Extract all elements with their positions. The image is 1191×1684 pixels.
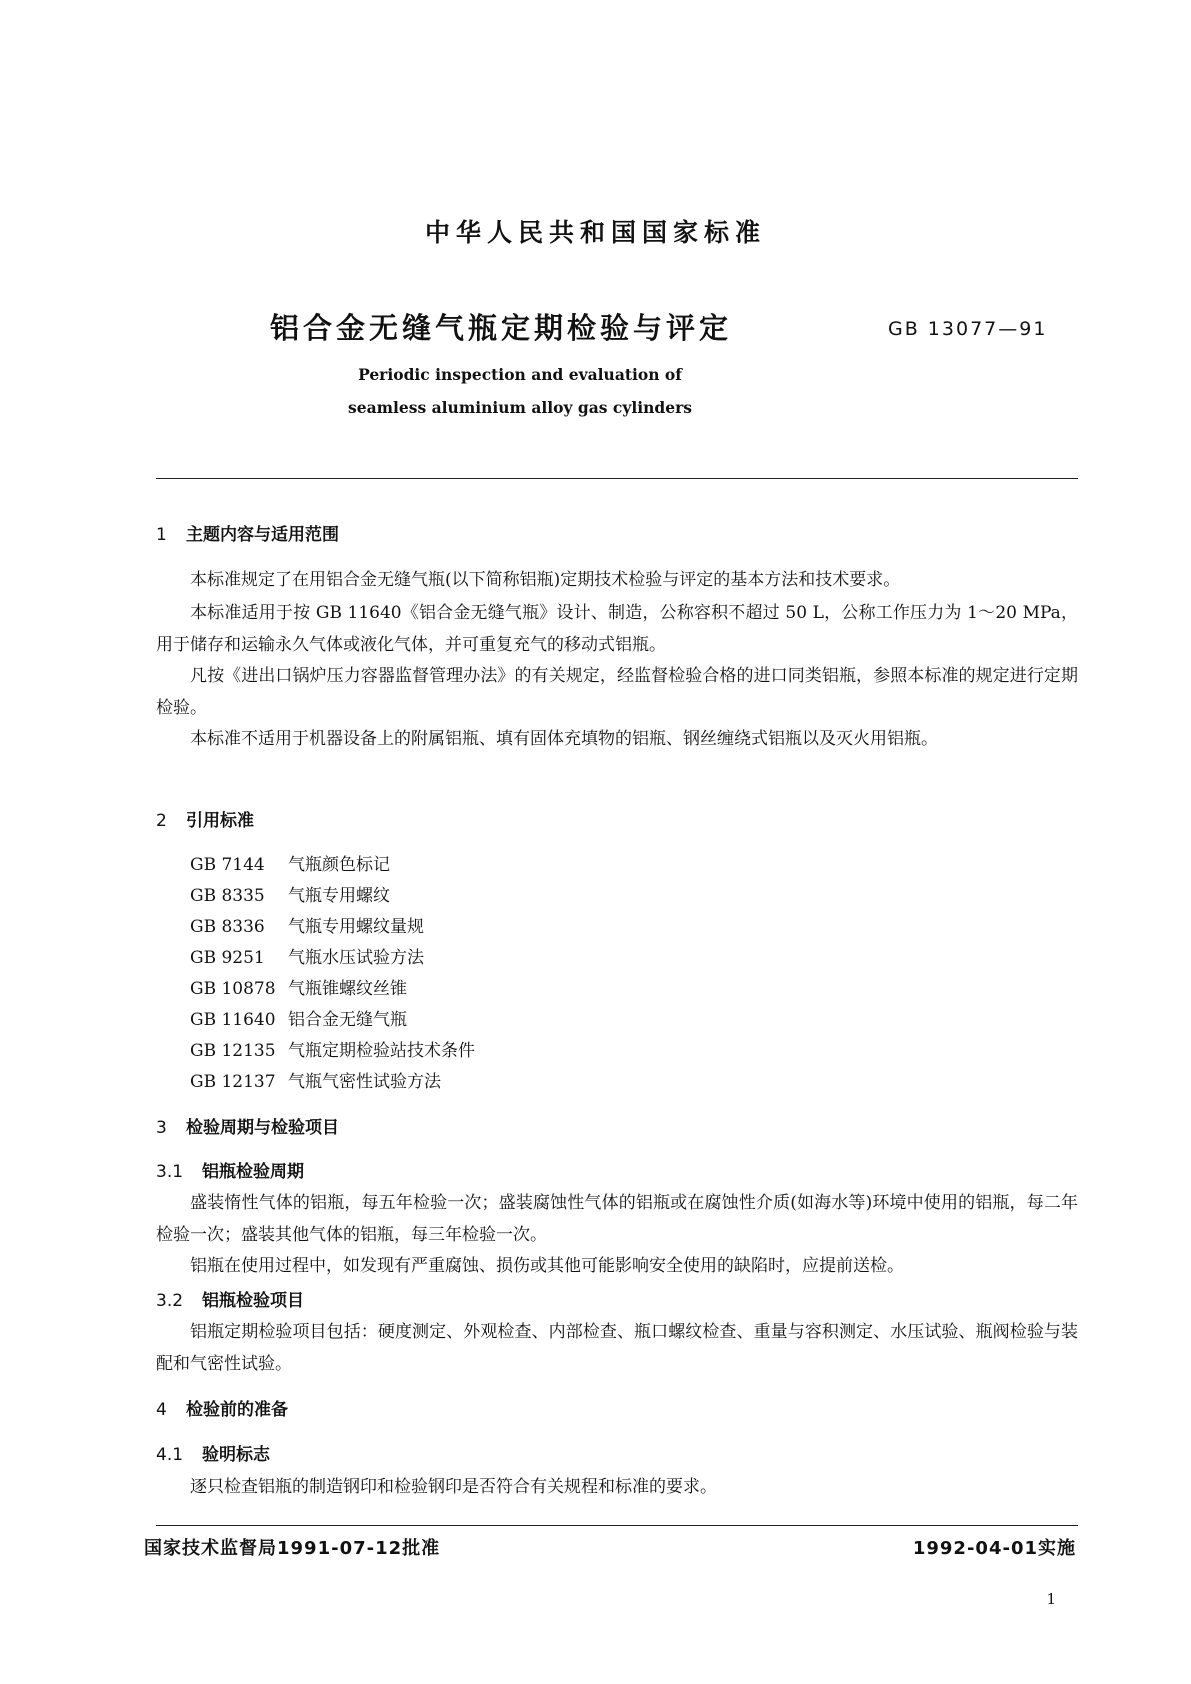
reference-item <box>190 1036 475 1061</box>
reference-item <box>190 912 424 937</box>
reference-code: GB 12137 <box>190 1072 276 1092</box>
reference-item <box>190 881 390 906</box>
section-number: 4 <box>156 1400 167 1420</box>
section-1-paragraph-2: 本标准适用于按 GB 11640《铝合金无缝气瓶》设计、制造，公称容积不超过 50 L，公称工作压力为 1～20 MPa，用于储存和运输永久气体或液化气体，并可重复充气的移动式铝瓶。 <box>156 603 1078 655</box>
approval-date: 国家技术监督局1991-07-12批准 <box>144 1538 441 1559</box>
section-number: 3 <box>156 1118 167 1138</box>
reference-code: GB 10878 <box>190 979 276 999</box>
reference-code: GB 8335 <box>190 886 265 906</box>
standard-code: GB 13077—91 <box>888 318 1048 340</box>
reference-name: 铝合金无缝气瓶 <box>288 1010 407 1030</box>
reference-name: 气瓶定期检验站技术条件 <box>288 1041 475 1061</box>
section-3-heading <box>156 1113 339 1138</box>
reference-item <box>190 974 407 999</box>
subsection-title: 铝瓶检验周期 <box>202 1162 304 1182</box>
section-title: 引用标准 <box>186 811 254 831</box>
reference-name: 气瓶锥螺纹丝锥 <box>288 979 407 999</box>
reference-name: 气瓶水压试验方法 <box>288 948 424 968</box>
subsection-number: 3.1 <box>156 1162 184 1182</box>
national-standard-title: 中华人民共和国国家标准 <box>424 218 766 247</box>
section-3-1-heading <box>156 1157 304 1182</box>
section-4-heading <box>156 1395 288 1420</box>
section-3-2-heading <box>156 1286 304 1311</box>
section-1-paragraph-1: 本标准规定了在用铝合金无缝气瓶(以下简称铝瓶)定期技术检验与评定的基本方法和技术要求。 <box>190 570 901 590</box>
subsection-title: 验明标志 <box>202 1445 270 1465</box>
section-title: 检验前的准备 <box>186 1400 288 1420</box>
english-title-line-2: seamless aluminium alloy gas cylinders <box>348 398 692 417</box>
effective-date: 1992-04-01实施 <box>912 1538 1076 1559</box>
section-3-1-paragraph-2: 铝瓶在使用过程中，如发现有严重腐蚀、损伤或其他可能影响安全使用的缺陷时，应提前送检。 <box>190 1256 904 1276</box>
section-3-1-paragraph-1: 盛装惰性气体的铝瓶，每五年检验一次；盛装腐蚀性气体的铝瓶或在腐蚀性介质(如海水等)环境中使用的铝瓶，每二年检验一次；盛装其他气体的铝瓶，每三年检验一次。 <box>156 1193 1078 1245</box>
section-2-heading <box>156 806 254 831</box>
subsection-number: 3.2 <box>156 1291 184 1311</box>
section-3-2-paragraph-1: 铝瓶定期检验项目包括：硬度测定、外观检查、内部检查、瓶口螺纹检查、重量与容积测定、水压试验、瓶阀检验与装配和气密性试验。 <box>156 1322 1078 1374</box>
reference-item <box>190 943 424 968</box>
subsection-title: 铝瓶检验项目 <box>202 1291 304 1311</box>
reference-name: 气瓶气密性试验方法 <box>288 1072 441 1092</box>
document-title: 铝合金无缝气瓶定期检验与评定 <box>270 311 733 345</box>
reference-name: 气瓶颜色标记 <box>288 855 390 875</box>
section-4-1-paragraph-1: 逐只检查铝瓶的制造钢印和检验钢印是否符合有关规程和标准的要求。 <box>190 1477 717 1497</box>
reference-code: GB 8336 <box>190 917 265 937</box>
reference-name: 气瓶专用螺纹量规 <box>288 917 424 937</box>
reference-code: GB 11640 <box>190 1010 276 1030</box>
section-4-1-heading <box>156 1440 270 1465</box>
english-title-line-1: Periodic inspection and evaluation of <box>358 365 682 384</box>
header-divider <box>156 478 1078 479</box>
section-1-heading <box>156 520 339 545</box>
reference-item <box>190 1005 407 1030</box>
reference-item <box>190 850 390 875</box>
reference-code: GB 7144 <box>190 855 265 875</box>
footer-divider <box>156 1525 1078 1526</box>
reference-code: GB 9251 <box>190 948 265 968</box>
section-title: 主题内容与适用范围 <box>186 525 339 545</box>
section-1-paragraph-4: 本标准不适用于机器设备上的附属铝瓶、填有固体充填物的铝瓶、钢丝缠绕式铝瓶以及灭火用铝瓶。 <box>190 729 938 749</box>
section-title: 检验周期与检验项目 <box>186 1118 339 1138</box>
subsection-number: 4.1 <box>156 1445 184 1465</box>
section-1-paragraph-3: 凡按《进出口锅炉压力容器监督管理办法》的有关规定，经监督检验合格的进口同类铝瓶，参照本标准的规定进行定期检验。 <box>156 666 1078 718</box>
reference-name: 气瓶专用螺纹 <box>288 886 390 906</box>
reference-item <box>190 1067 441 1092</box>
page-number: 1 <box>1046 1590 1056 1608</box>
reference-code: GB 12135 <box>190 1041 276 1061</box>
section-number: 2 <box>156 811 167 831</box>
section-number: 1 <box>156 525 167 545</box>
